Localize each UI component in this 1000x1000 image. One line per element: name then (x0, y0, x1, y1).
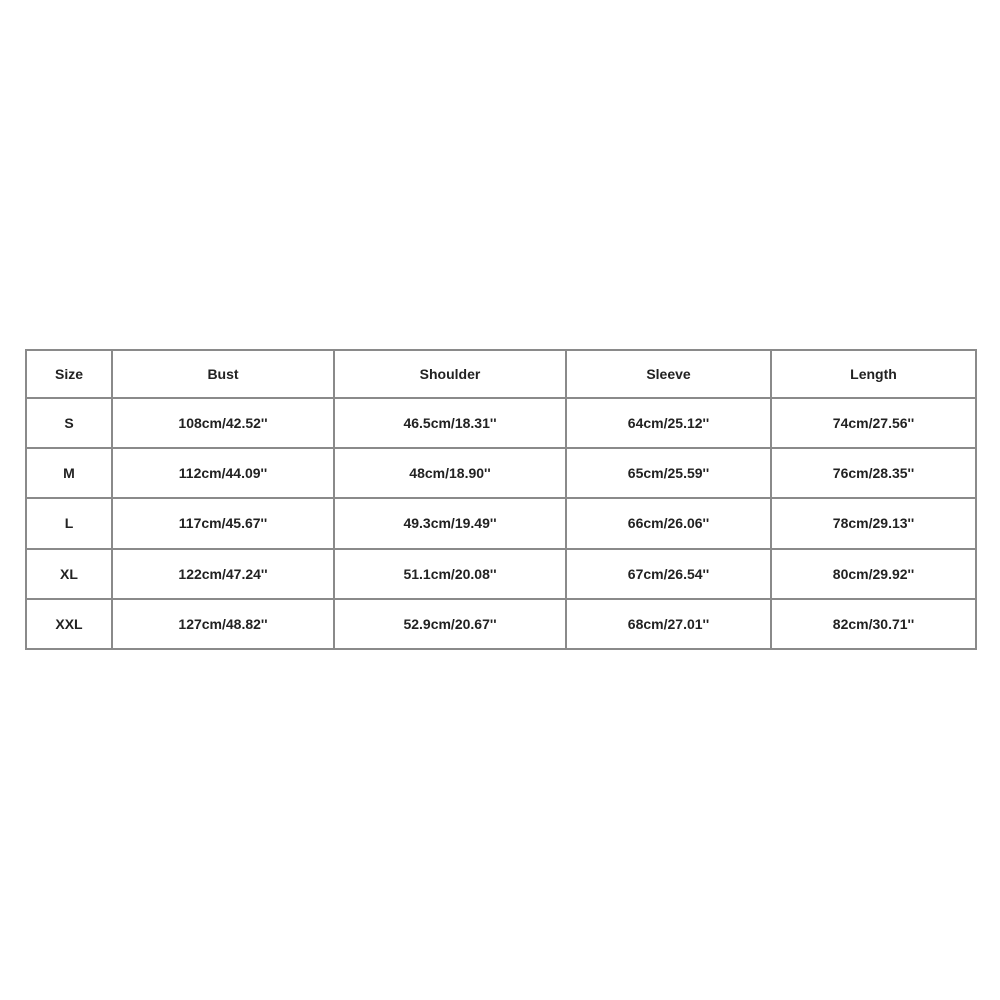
cell-bust: 108cm/42.52'' (113, 399, 335, 449)
cell-size: XXL (27, 600, 113, 650)
cell-shoulder: 51.1cm/20.08'' (335, 550, 567, 600)
cell-sleeve: 65cm/25.59'' (567, 449, 772, 499)
cell-sleeve: 68cm/27.01'' (567, 600, 772, 650)
cell-shoulder: 46.5cm/18.31'' (335, 399, 567, 449)
table-row (27, 399, 977, 449)
cell-length: 76cm/28.35'' (772, 449, 977, 499)
header-row (27, 351, 977, 399)
cell-bust: 127cm/48.82'' (113, 600, 335, 650)
cell-length: 74cm/27.56'' (772, 399, 977, 449)
cell-sleeve: 67cm/26.54'' (567, 550, 772, 600)
cell-length: 80cm/29.92'' (772, 550, 977, 600)
cell-size: L (27, 499, 113, 549)
header-size: Size (27, 351, 113, 399)
cell-length: 78cm/29.13'' (772, 499, 977, 549)
cell-length: 82cm/30.71'' (772, 600, 977, 650)
size-chart-table (25, 349, 977, 650)
cell-size: XL (27, 550, 113, 600)
header-shoulder: Shoulder (335, 351, 567, 399)
cell-shoulder: 49.3cm/19.49'' (335, 499, 567, 549)
cell-shoulder: 48cm/18.90'' (335, 449, 567, 499)
table-row (27, 550, 977, 600)
header-sleeve: Sleeve (567, 351, 772, 399)
cell-shoulder: 52.9cm/20.67'' (335, 600, 567, 650)
table-row (27, 600, 977, 650)
cell-bust: 122cm/47.24'' (113, 550, 335, 600)
cell-bust: 112cm/44.09'' (113, 449, 335, 499)
cell-size: S (27, 399, 113, 449)
cell-bust: 117cm/45.67'' (113, 499, 335, 549)
header-length: Length (772, 351, 977, 399)
size-chart-body (27, 399, 977, 650)
size-chart-header (27, 351, 977, 399)
cell-sleeve: 66cm/26.06'' (567, 499, 772, 549)
header-bust: Bust (113, 351, 335, 399)
table-row (27, 499, 977, 549)
cell-size: M (27, 449, 113, 499)
table-row (27, 449, 977, 499)
cell-sleeve: 64cm/25.12'' (567, 399, 772, 449)
